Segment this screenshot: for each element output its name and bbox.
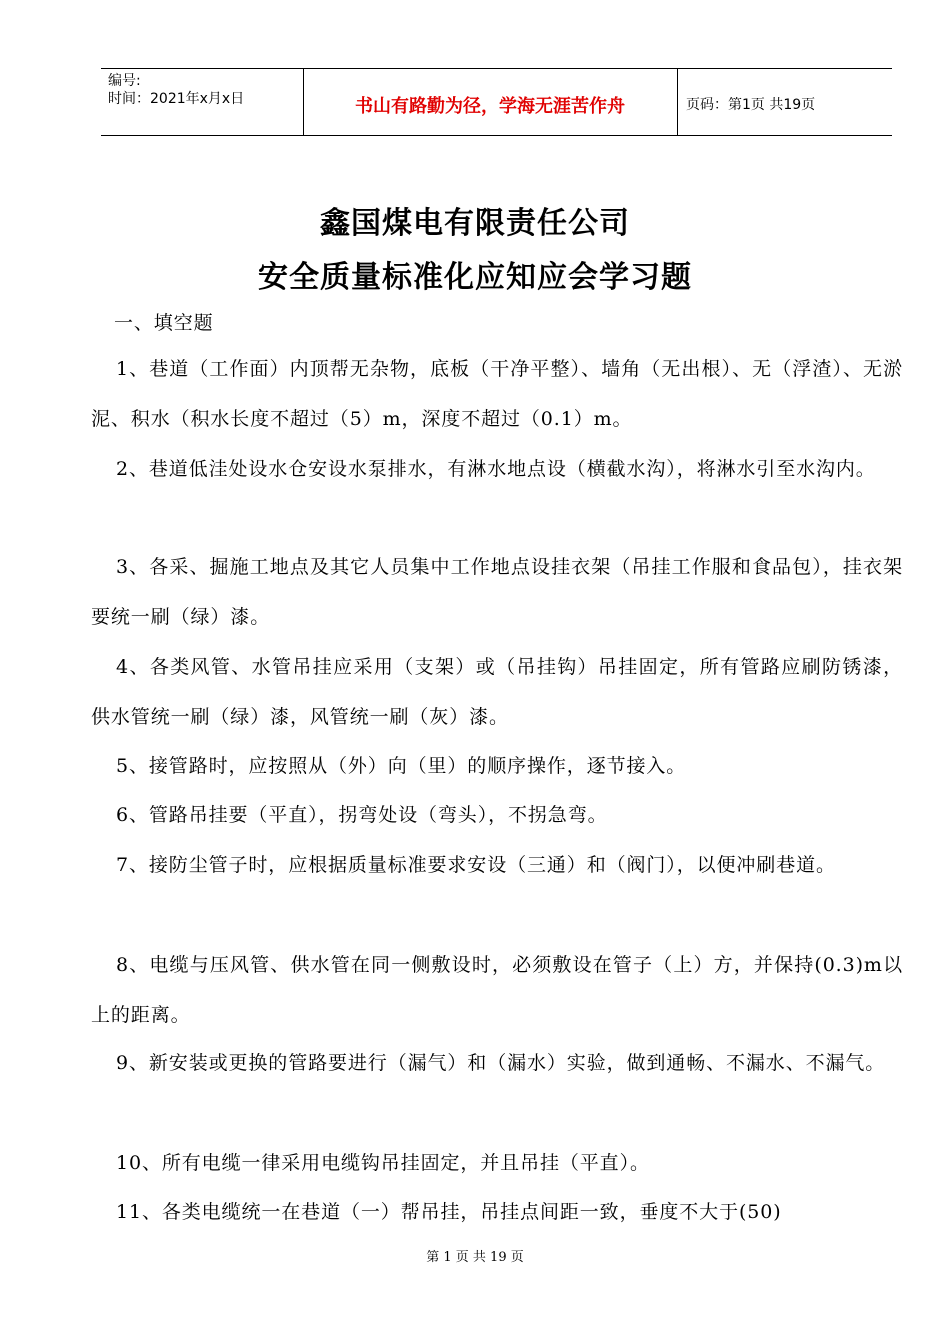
document-title-company: 鑫国煤电有限责任公司 [320, 206, 630, 241]
question-item: 7、接防尘管子时，应根据质量标准要求安设（三通）和（阀门），以便冲刷巷道。 [116, 854, 836, 876]
document-title-subject: 安全质量标准化应知应会学习题 [258, 260, 692, 295]
header-bottom-rule [101, 135, 892, 136]
question-item: 9、新安装或更换的管路要进行（漏气）和（漏水）实验，做到通畅、不漏水、不漏气。 [116, 1052, 886, 1074]
question-item: 2、巷道低洼处设水仓安设水泵排水，有淋水地点设（横截水沟），将淋水引至水沟内。 [116, 458, 876, 480]
question-item: 3、各采、掘施工地点及其它人员集中工作地点设挂衣架（吊挂工作服和食品包），挂衣架要统一刷（绿）漆。 [91, 556, 903, 628]
question-item: 6、管路吊挂要（平直），拐弯处设（弯头），不拐急弯。 [116, 804, 608, 826]
question-item: 5、接管路时，应按照从（外）向（里）的顺序操作，逐节接入。 [116, 755, 687, 777]
header-meta [108, 72, 244, 108]
page-footer: 第 1 页 共 19 页 [426, 1250, 524, 1265]
question-item: 11、各类电缆统一在巷道（一）帮吊挂，吊挂点间距一致，垂度不大于(50) [116, 1201, 782, 1223]
question-item: 10、所有电缆一律采用电缆钩吊挂固定，并且吊挂（平直）。 [116, 1152, 650, 1174]
header-page-label: 页码：第1页 共19页 [686, 97, 816, 113]
header-date-label: 时间：2021年x月x日 [108, 91, 245, 107]
section-heading: 一、填空题 [114, 312, 214, 334]
question-item: 1、巷道（工作面）内顶帮无杂物，底板（干净平整）、墙角（无出根）、无（浮渣）、无淤泥、积水（积水长度不超过（5）m，深度不超过（0.1）m。 [91, 358, 903, 430]
header-motto: 书山有路勤为径，学海无涯苦作舟 [355, 96, 625, 117]
header-top-rule [101, 68, 892, 69]
question-item: 4、各类风管、水管吊挂应采用（支架）或（吊挂钩）吊挂固定，所有管路应刷防锈漆，供水管统一刷（绿）漆，风管统一刷（灰）漆。 [91, 656, 903, 728]
header-number-label: 编号: [108, 73, 141, 89]
header-divider-2 [677, 68, 678, 136]
question-item: 8、电缆与压风管、供水管在同一侧敷设时，必须敷设在管子（上）方，并保持(0.3)m以上的距离。 [91, 954, 903, 1026]
